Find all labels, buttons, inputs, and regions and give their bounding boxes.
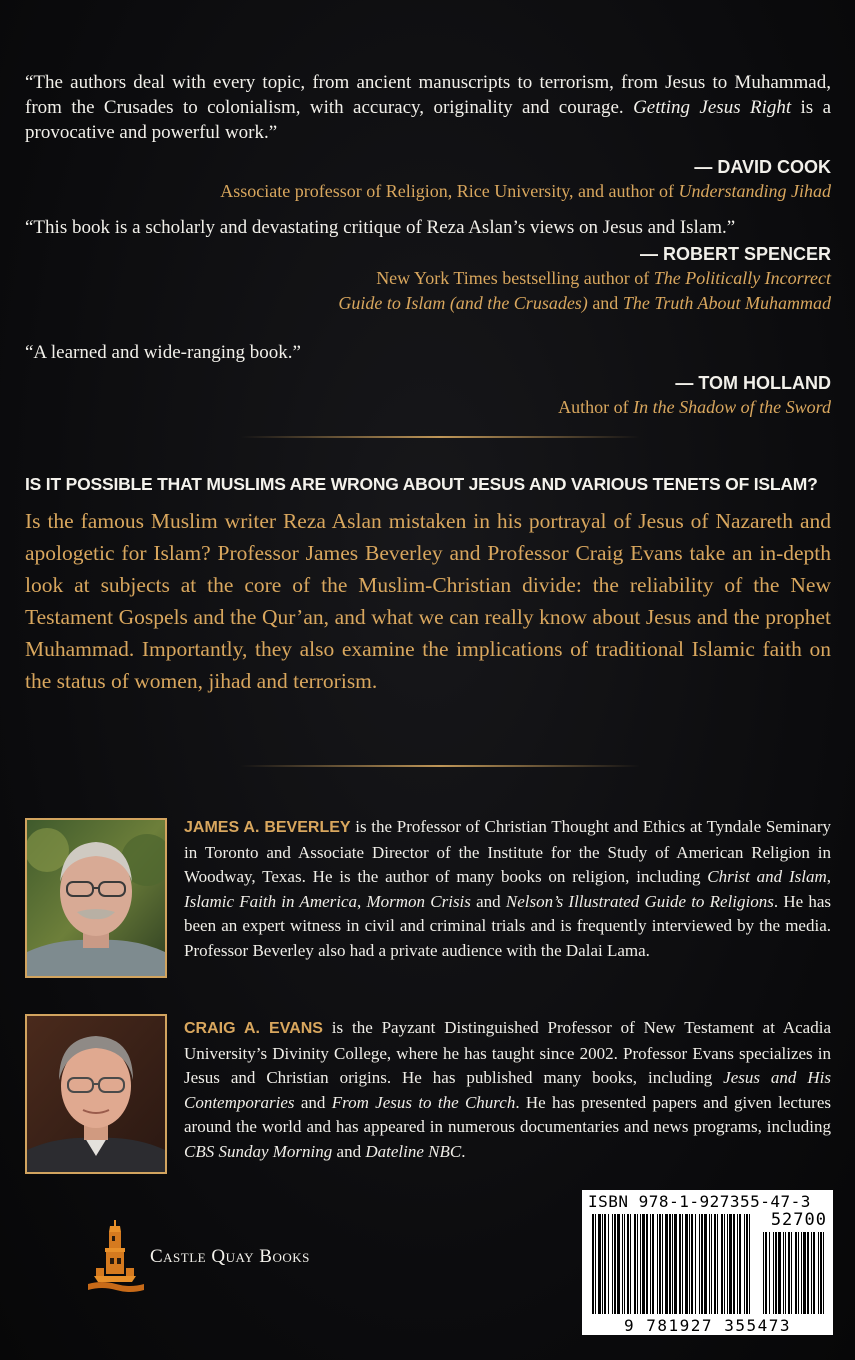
portrait-icon — [27, 1016, 165, 1172]
endorsement-robert-spencer — [25, 215, 831, 316]
author-bio-beverley: JAMES A. BEVERLEY is the Professor of Christian Thought and Ethics at Tyndale Seminary in Toronto and Associate Director of the Institute for the Study of American Religion in Woodway, Texas. He is the author of many books on religion, including Christ and Islam, Islamic Faith in America, Mormon Crisis and Nelson’s Illustrated Guide to Religions. He has been an expert witness in civil and criminal trials and is frequently interviewed by the media. Professor Beverley also had a private audience with the Dalai Lama. — [184, 817, 832, 960]
endorser-name: — TOM HOLLAND — [675, 373, 831, 393]
endorsement-tom-holland — [25, 340, 831, 420]
isbn-label: ISBN 978-1-927355-47-3 — [588, 1192, 811, 1211]
publisher-logo — [88, 1218, 388, 1298]
author-name: JAMES A. BEVERLEY — [184, 819, 351, 836]
endorser-credentials: Author of In the Shadow of the Sword — [558, 397, 831, 417]
author-photo-evans — [25, 1014, 167, 1174]
headline: IS IT POSSIBLE THAT MUSLIMS ARE WRONG ABOUT JESUS AND VARIOUS TENETS OF ISLAM? — [25, 474, 818, 494]
author-name: CRAIG A. EVANS — [184, 1020, 323, 1037]
isbn-barcode — [582, 1190, 833, 1335]
endorsement-david-cook — [25, 70, 831, 204]
portrait-icon — [27, 820, 165, 976]
book-description: Is the famous Muslim writer Reza Aslan mistaken in his portrayal of Jesus of Nazareth and apologetic for Islam? Professor James Beverley and Professor Craig Evans take an in-depth look at subjects at the core of the Muslim-Christian divide: the reliability of the New Testament Gospels and the Qur’an, and what we can really know about Jesus and the prophet Muhammad. Importantly, they also examine the implications of traditional Islamic faith on the status of women, jihad and terrorism. — [25, 509, 831, 693]
endorser-name: — DAVID COOK — [694, 157, 831, 177]
castle-tower-icon — [88, 1218, 146, 1296]
author-photo-beverley — [25, 818, 167, 978]
endorser-name: — ROBERT SPENCER — [639, 244, 831, 264]
barcode-digits: 9 781927 355473 — [624, 1316, 791, 1335]
publisher-name: Castle Quay Books — [150, 1246, 310, 1267]
author-bio-evans: CRAIG A. EVANS is the Payzant Distinguished Professor of New Testament at Acadia University’s Divinity College, where he has taught since 2002. Professor Evans specializes in Jesus and Christian origins. He has published many books, including Jesus and His Contemporaries and From Jesus to the Church. He has presented papers and given lectures around the world and has appeared in numerous documentaries and news programs, including CBS Sunday Morning and Dateline NBC. — [184, 1018, 831, 1161]
endorsement-quote: “The authors deal with every topic, from ancient manuscripts to terrorism, from Jesus to Muhammad, from the Crusades to colonialism, with accuracy, originality and courage. Getting Jesus Right is a provocative and powerful work.” — [25, 72, 832, 143]
endorser-credentials: Associate professor of Religion, Rice University, and author of Understanding Jihad — [220, 181, 831, 201]
endorsement-quote: “This book is a scholarly and devastating critique of Reza Aslan’s views on Jesus and Islam.” — [25, 217, 736, 238]
divider-bottom — [240, 765, 640, 767]
endorsement-quote: “A learned and wide-ranging book.” — [25, 342, 301, 363]
endorser-credentials: New York Times bestselling author of The Politically Incorrect Guide to Islam (and the Crusades) and The Truth About Muhammad — [338, 268, 831, 313]
divider-top — [240, 436, 640, 438]
price-code: 52700 — [770, 1210, 827, 1230]
barcode-bars — [582, 1190, 833, 1335]
